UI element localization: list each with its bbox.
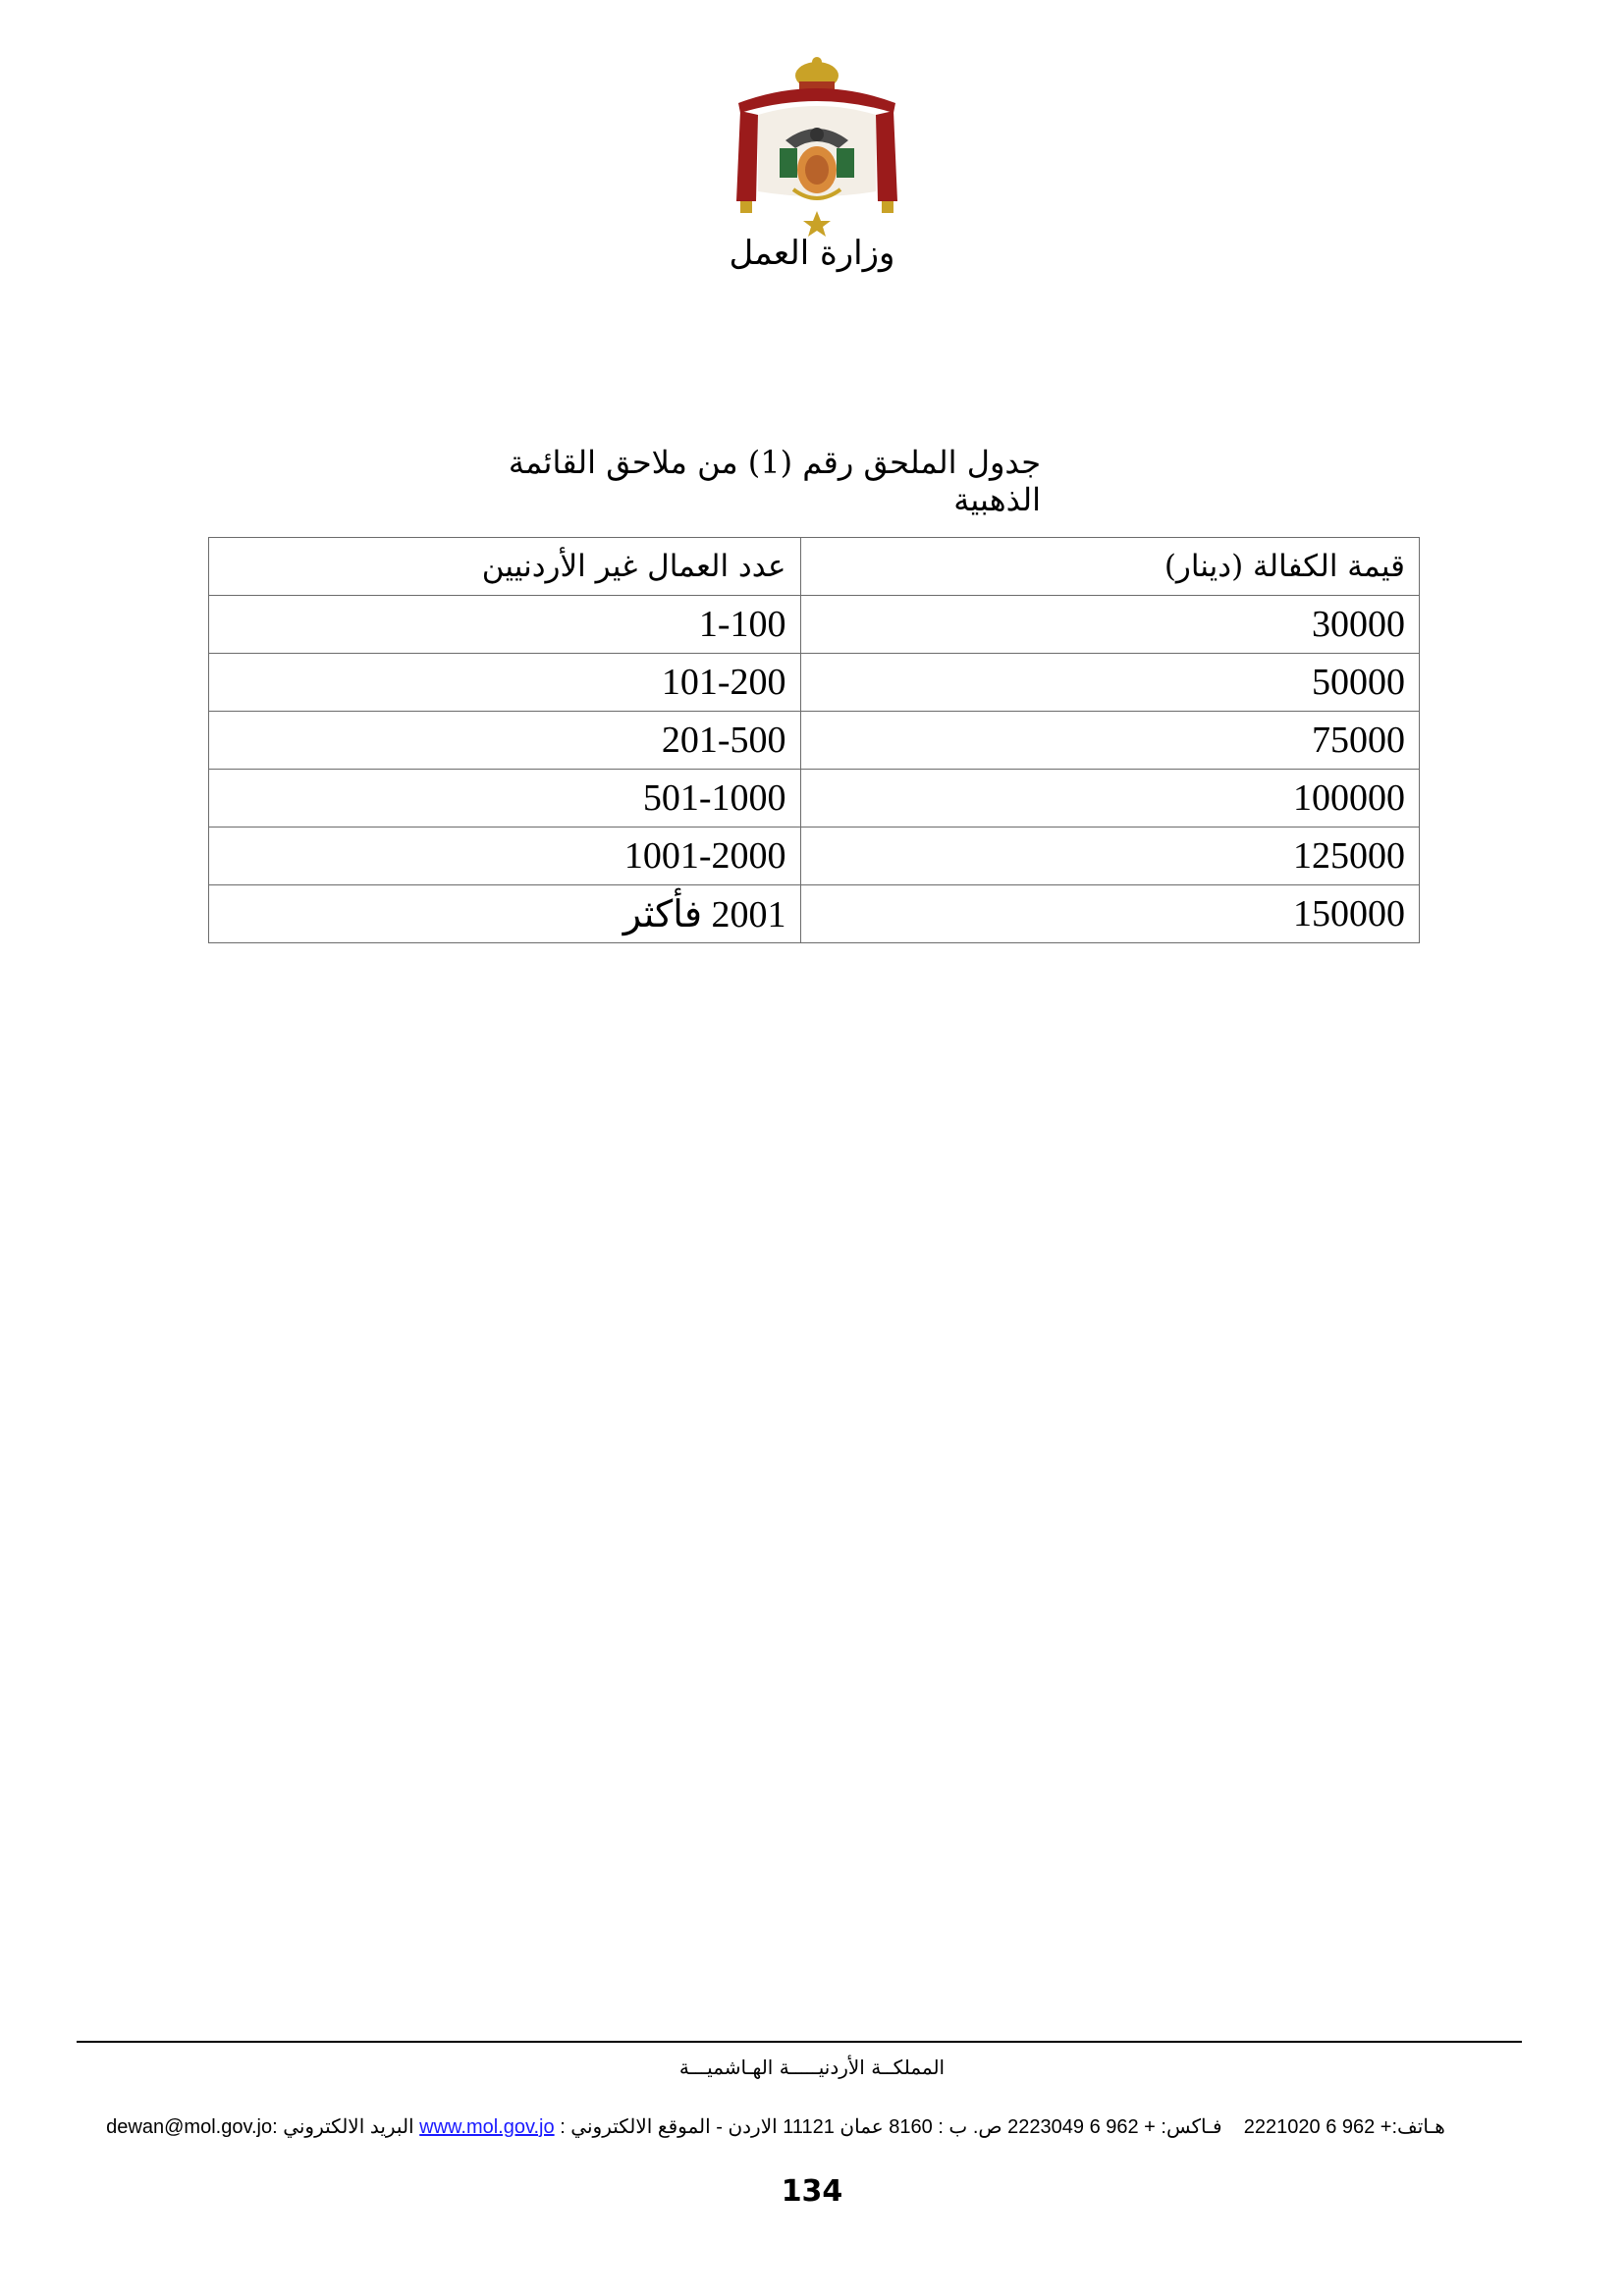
footer-kingdom-name: المملكــة الأردنيـــــة الهـاشميـــة [678,2056,946,2079]
guarantee-cell: 30000 [800,596,1419,654]
table-row [209,596,1420,654]
guarantee-cell: 150000 [800,885,1419,943]
footer-divider [77,2041,1522,2043]
table-title: جدول الملحق رقم (1) من ملاحق القائمة الذهبية [508,444,1041,518]
header-workers-count: عدد العمال غير الأردنيين [209,538,801,596]
header-guarantee-value: قيمة الكفالة (دينار) [800,538,1419,596]
workers-cell: 1-100 [209,596,801,654]
workers-cell: 1001-2000 [209,828,801,885]
footer-phone: هـاتف:+ 962 6 2221020 [1243,2116,1445,2138]
jordan-coat-of-arms-icon [729,54,905,240]
guarantee-cell: 125000 [800,828,1419,885]
footer-contact-line [59,2114,1492,2139]
workers-cell: 2001 فأكثر [209,885,801,943]
table-header-row [209,538,1420,596]
footer-fax: فـاكس: + 962 6 2223049 [1007,2116,1222,2138]
golden-list-annex-table [208,537,1420,943]
ministry-name: وزارة العمل [729,234,895,273]
table-row [209,828,1420,885]
page-number: 134 [781,2174,843,2209]
footer-website-link[interactable]: www.mol.gov.jo [419,2116,555,2138]
footer-address: ص. ب : 8160 عمان 11121 الاردن - الموقع الالكتروني : [560,2116,1002,2138]
guarantee-cell: 75000 [800,712,1419,770]
workers-cell: 101-200 [209,654,801,712]
table-row [209,654,1420,712]
footer-email: البريد الالكتروني :dewan@mol.gov.jo [106,2116,414,2138]
workers-cell: 201-500 [209,712,801,770]
table-row [209,885,1420,943]
table-row [209,712,1420,770]
guarantee-cell: 50000 [800,654,1419,712]
guarantee-cell: 100000 [800,770,1419,828]
table-row [209,770,1420,828]
workers-cell: 501-1000 [209,770,801,828]
